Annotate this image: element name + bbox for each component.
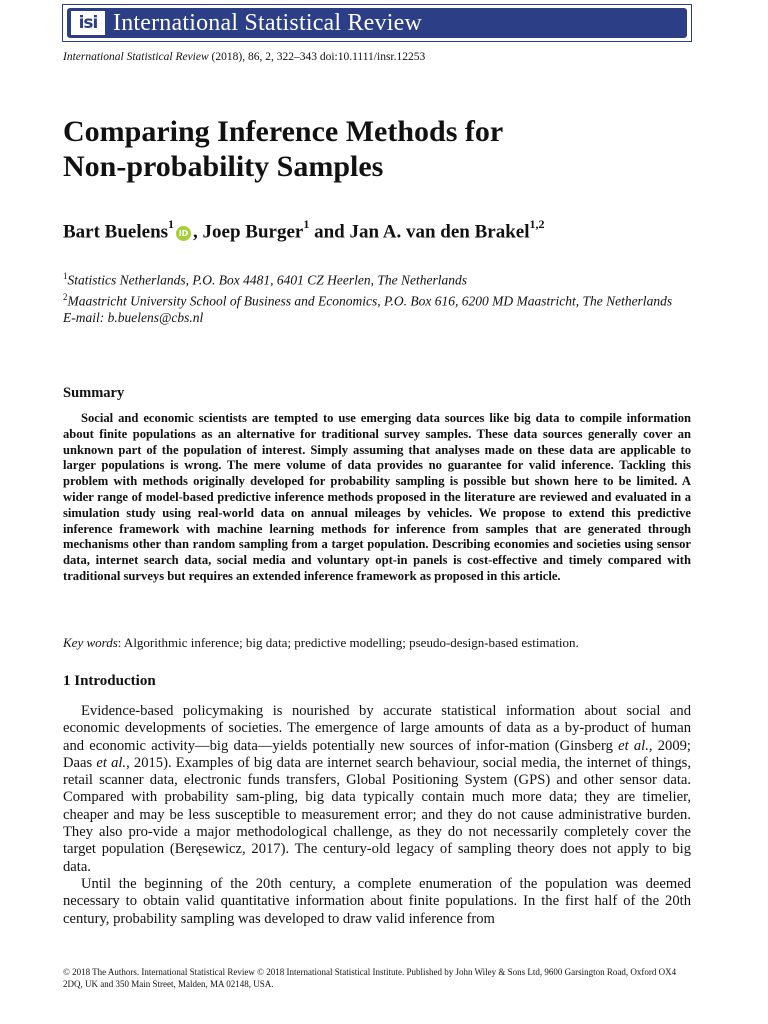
citation-line xyxy=(63,51,425,63)
isi-logo: isi xyxy=(71,11,105,35)
intro-p1-etal-2: et al. xyxy=(96,754,127,771)
contact-email: E-mail: b.buelens@cbs.nl xyxy=(63,310,204,325)
journal-banner-bar xyxy=(67,8,687,38)
intro-paragraph-1 xyxy=(63,703,691,876)
citation-journal: International Statistical Review xyxy=(63,51,209,63)
keywords-text: : Algorithmic inference; big data; predictive modelling; pseudo-design-based estimation. xyxy=(117,635,579,650)
author-3: and Jan A. van den Brakel xyxy=(309,221,530,243)
intro-p1-etal-1: et al. xyxy=(618,737,649,754)
author-list xyxy=(63,219,544,243)
author-3-affil: 1,2 xyxy=(529,217,545,231)
author-1: Bart Buelens xyxy=(63,221,169,243)
orcid-icon[interactable]: iD xyxy=(176,226,191,241)
affiliation-1-text: Statistics Netherlands, P.O. Box 4481, 6401 CZ Heerlen, The Netherlands xyxy=(67,272,467,288)
citation-details: (2018), 86, 2, 322–343 doi:10.1111/insr.12253 xyxy=(208,51,426,63)
journal-banner-title: International Statistical Review xyxy=(113,9,422,36)
affiliation-2-mark: 2 xyxy=(63,291,68,302)
author-2: , Joep Burger xyxy=(193,221,304,243)
title-line-2: Non-probability Samples xyxy=(63,150,384,183)
keywords-label: Key words xyxy=(63,635,118,650)
intro-p1-text-a: Evidence-based policymaking is nourished by accurate statistical information about social and economic developments of societies. The emergence of large amounts of data as a by-product of human and economic activity—big data—yields potentially new sources of infor-mation (Ginsberg xyxy=(63,703,691,754)
author-2-affil: 1 xyxy=(303,217,310,231)
summary-text: Social and economic scientists are tempted to use emerging data sources like big data to compile information about finite populations as an alternative for traditional survey samples. These data sources generally cover an unknown part of the population of interest. Simply assuming that analyses made on these data are applicable to larger populations is wrong. The mere volume of data provides no guarantee for valid inference. Tackling this problem with methods originally developed for probability sampling is possible but shown here to be limited. A wider range of model-based predictive inference methods proposed in the literature are reviewed and evaluated in a simulation study using real-world data on annual mileages by vehicles. We propose to extend this predictive inference framework with machine learning methods for inference from samples that are generated through mechanisms other than random sampling from a target population. Describing economies and societies using sensor data, internet search data, social media and voluntary opt-in panels is cost-effective and timely compared with traditional surveys but requires an extended inference framework as proposed in this article. xyxy=(63,411,691,583)
affiliation-2-text: Maastricht University School of Business and Economics, P.O. Box 616, 6200 MD Maastricht, The Netherlands xyxy=(67,293,673,308)
section-heading-introduction: 1 Introduction xyxy=(63,673,156,689)
affiliation-1-mark: 1 xyxy=(63,271,68,281)
summary-heading: Summary xyxy=(63,385,125,401)
article-title xyxy=(63,114,703,184)
title-line-1: Comparing Inference Methods for xyxy=(63,115,504,148)
affiliation-2 xyxy=(63,289,703,310)
copyright-footer: © 2018 The Authors. International Statistical Review © 2018 International Statistical Institute. Published by John Wiley & Sons Ltd, 9600 Garsington Road, Oxford OX4 2DQ, UK and 350 Main Street, Malden, MA 02148, USA. xyxy=(63,967,677,989)
author-1-affil: 1 xyxy=(168,217,175,231)
introduction-body xyxy=(63,703,691,928)
affiliation-1 xyxy=(63,268,703,289)
affiliations xyxy=(63,268,703,326)
intro-p1-text-c: , 2015). Examples of big data are internet search behaviour, social media, the internet of things, retail scanner data, electronic funds transfers, Global Positioning System (GPS) and other sensor data. Compared with probability sam-pling, big data typically contain much more data; they are timelier, cheaper and may be less susceptible to measurement error; and they do not cause administrative burden. They also pro-vide a major methodological challenge, as they do not necessarily completely cover the target population (Beręsewicz, 2017). The century-old legacy of sampling theory does not apply to big data. xyxy=(63,754,691,875)
intro-paragraph-2: Until the beginning of the 20th century, a complete enumeration of the population was deemed necessary to obtain valid quantitative information about finite populations. In the first half of the 20th century, probability sampling was developed to draw valid inference from xyxy=(63,875,691,927)
journal-banner xyxy=(62,4,692,42)
intro-p1-text-b: , 2009; Daas xyxy=(63,737,691,771)
keywords xyxy=(63,635,579,651)
